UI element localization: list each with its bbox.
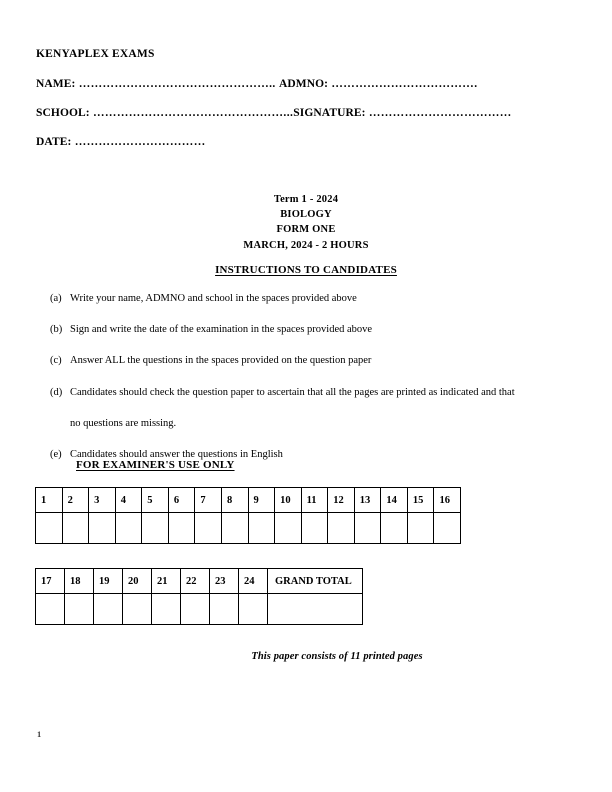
mark-entry-cell[interactable] — [221, 513, 248, 544]
instruction-item-c — [36, 354, 588, 368]
examiner-use-heading: FOR EXAMINER'S USE ONLY — [76, 459, 235, 471]
question-number-cell: 15 — [407, 488, 434, 513]
header-block — [36, 48, 576, 149]
instruction-text-a: Write your name, ADMNO and school in the spaces provided above — [70, 293, 357, 304]
mark-entry-cell[interactable] — [195, 513, 222, 544]
question-number-cell: 10 — [275, 488, 302, 513]
question-number-cell: 8 — [221, 488, 248, 513]
exam-subject: BIOLOGY — [280, 209, 332, 221]
mark-entry-cell[interactable] — [65, 594, 94, 625]
instructions-heading: INSTRUCTIONS TO CANDIDATES — [215, 264, 397, 276]
mark-entry-cell[interactable] — [36, 513, 63, 544]
date-dot-leader[interactable]: …………………………… — [71, 136, 206, 149]
question-number-cell: 2 — [62, 488, 89, 513]
exam-term: Term 1 - 2024 — [273, 194, 339, 205]
mark-entry-cell[interactable] — [210, 594, 239, 625]
instruction-text-b: Sign and write the date of the examination in the spaces provided above — [70, 324, 373, 336]
mark-entry-cell[interactable] — [407, 513, 434, 544]
mark-entry-cell[interactable] — [328, 513, 355, 544]
question-number-cell: 6 — [168, 488, 195, 513]
instruction-item-d — [36, 386, 588, 431]
instruction-label-e: (e) — [50, 448, 62, 460]
question-number-cell: 19 — [94, 569, 123, 594]
mark-entry-cell[interactable] — [123, 594, 152, 625]
field-date-row — [36, 136, 576, 149]
question-number-cell: 20 — [123, 569, 152, 594]
admno-label: ADMNO: — [278, 77, 329, 90]
question-number-cell: 17 — [36, 569, 65, 594]
instruction-item-a — [36, 292, 588, 306]
mark-entry-cell[interactable] — [94, 594, 123, 625]
exam-date-duration: MARCH, 2024 - 2 HOURS — [243, 239, 369, 251]
question-number-cell: 9 — [248, 488, 275, 513]
mark-entry-cell[interactable] — [89, 513, 116, 544]
instruction-label-c: (c) — [50, 355, 62, 367]
mark-entry-cell[interactable] — [142, 513, 169, 544]
question-number-cell: 5 — [142, 488, 169, 513]
date-label: DATE: — [36, 136, 72, 149]
instruction-label-a: (a) — [50, 293, 62, 304]
table-row-marks-b — [36, 594, 363, 625]
mark-entry-cell[interactable] — [239, 594, 268, 625]
marks-table-questions-1-16 — [35, 487, 461, 544]
mark-entry-cell[interactable] — [275, 513, 302, 544]
field-name-row — [36, 78, 576, 91]
exam-form: FORM ONE — [276, 224, 336, 236]
page-number: 1 — [37, 729, 42, 739]
table-row-marks-a — [36, 513, 461, 544]
instruction-label-b: (b) — [50, 324, 63, 336]
exam-title-block — [0, 192, 612, 253]
mark-entry-cell[interactable] — [115, 513, 142, 544]
field-school-row — [36, 107, 576, 120]
mark-entry-cell[interactable] — [62, 513, 89, 544]
signature-dot-leader[interactable]: ……………………………… — [365, 106, 512, 119]
instruction-item-b — [36, 323, 588, 337]
signature-label: SIGNATURE: — [293, 106, 366, 119]
name-label: NAME: — [36, 77, 76, 90]
school-dot-leader[interactable]: …………………………………………... — [89, 106, 294, 119]
question-number-cell: 16 — [434, 488, 461, 513]
mark-entry-cell[interactable] — [301, 513, 328, 544]
question-number-cell: 7 — [195, 488, 222, 513]
mark-entry-cell[interactable] — [354, 513, 381, 544]
question-number-cell: 14 — [381, 488, 408, 513]
instruction-text-e: Candidates should answer the questions in English — [70, 448, 283, 460]
question-number-cell: 1 — [36, 488, 63, 513]
question-number-cell: 11 — [301, 488, 328, 513]
table-row-header-b — [36, 569, 363, 594]
question-number-cell: 13 — [354, 488, 381, 513]
question-number-cell: 18 — [65, 569, 94, 594]
instruction-text-d: Candidates should check the question paper to ascertain that all the pages are printed as indicated and that — [70, 386, 515, 398]
question-number-cell: 22 — [181, 569, 210, 594]
name-dot-leader[interactable]: ………………………………………….. — [75, 77, 279, 90]
mark-entry-cell[interactable] — [152, 594, 181, 625]
question-number-cell: 4 — [115, 488, 142, 513]
organization-title: KENYAPLEX EXAMS — [36, 48, 155, 60]
question-number-cell: 3 — [89, 488, 116, 513]
grand-total-entry-cell[interactable] — [268, 594, 363, 625]
instructions-list — [36, 292, 588, 479]
question-number-cell: 24 — [239, 569, 268, 594]
mark-entry-cell[interactable] — [434, 513, 461, 544]
mark-entry-cell[interactable] — [181, 594, 210, 625]
instruction-text-c: Answer ALL the questions in the spaces provided on the question paper — [70, 355, 372, 367]
mark-entry-cell[interactable] — [168, 513, 195, 544]
marks-table-questions-17-24 — [35, 568, 363, 625]
mark-entry-cell[interactable] — [381, 513, 408, 544]
question-number-cell: 23 — [210, 569, 239, 594]
instruction-label-d: (d) — [50, 386, 63, 398]
mark-entry-cell[interactable] — [248, 513, 275, 544]
question-number-cell: 21 — [152, 569, 181, 594]
mark-entry-cell[interactable] — [36, 594, 65, 625]
page-count-note: This paper consists of 11 printed pages — [251, 651, 423, 662]
admno-dot-leader[interactable]: ………………………………. — [328, 77, 478, 90]
grand-total-header-cell: GRAND TOTAL — [268, 569, 363, 594]
question-number-cell: 12 — [328, 488, 355, 513]
instruction-text-d-continued: no questions are missing. — [70, 417, 177, 429]
school-label: SCHOOL: — [36, 106, 90, 119]
table-row-header-a — [36, 488, 461, 513]
